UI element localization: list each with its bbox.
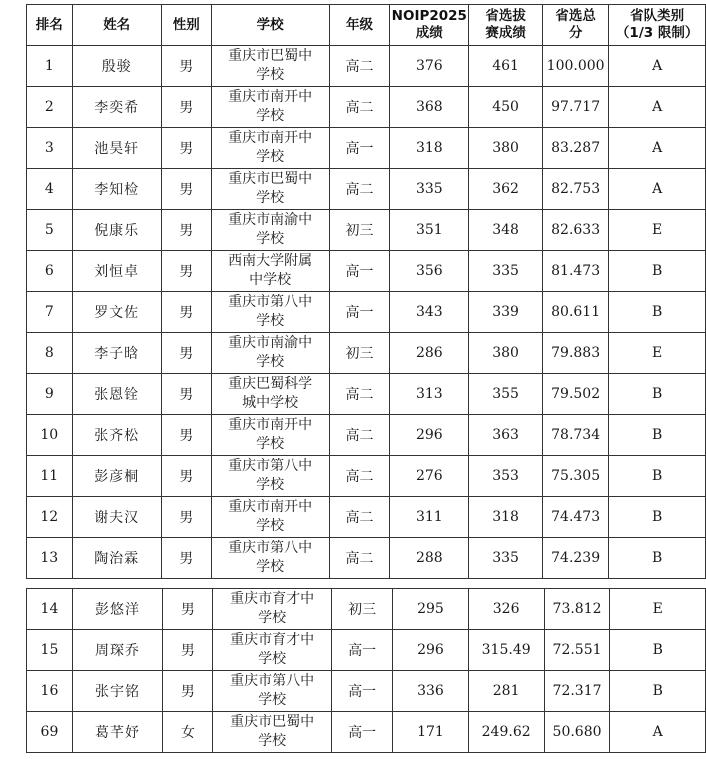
provincial-total-cell: 79.502 xyxy=(542,374,608,415)
rank-cell: 9 xyxy=(27,374,73,415)
noip-score-cell: 318 xyxy=(390,128,469,169)
grade-cell: 高一 xyxy=(331,671,392,712)
header-provincial-selection-score: 省选拔 赛成绩 xyxy=(469,5,543,46)
grade-cell: 初三 xyxy=(331,589,392,630)
rank-cell: 2 xyxy=(27,87,73,128)
noip-score-cell: 335 xyxy=(390,169,469,210)
school-line: 学校 xyxy=(256,436,285,452)
school-line: 重庆市育才中 xyxy=(230,632,315,648)
table-row xyxy=(27,589,706,630)
noip-score-cell: 356 xyxy=(390,251,469,292)
school-line: 重庆市南开中 xyxy=(228,499,313,515)
name-cell: 张宇铭 xyxy=(72,671,162,712)
school-line: 学校 xyxy=(256,149,285,165)
provincial-score-cell: 353 xyxy=(469,456,543,497)
provincial-total-cell: 74.239 xyxy=(542,538,608,579)
gender-cell: 男 xyxy=(161,210,211,251)
school-line: 重庆市南开中 xyxy=(228,417,313,433)
provincial-score-cell: 450 xyxy=(469,87,543,128)
category-cell: B xyxy=(609,374,706,415)
noip-score-cell: 276 xyxy=(390,456,469,497)
school-cell xyxy=(211,251,329,292)
grade-cell: 高一 xyxy=(331,630,392,671)
gender-cell: 男 xyxy=(163,671,213,712)
school-cell xyxy=(213,712,331,753)
name-cell: 罗文佐 xyxy=(72,292,161,333)
grade-cell: 高二 xyxy=(329,374,390,415)
provincial-score-cell: 335 xyxy=(469,538,543,579)
category-cell: B xyxy=(610,671,706,712)
school-cell xyxy=(211,46,329,87)
school-line: 重庆市巴蜀中 xyxy=(230,714,315,730)
category-cell: B xyxy=(609,497,706,538)
school-cell xyxy=(211,128,329,169)
provincial-total-cell: 75.305 xyxy=(542,456,608,497)
rank-cell: 1 xyxy=(27,46,73,87)
name-cell: 殷骏 xyxy=(72,46,161,87)
noip-score-cell: 311 xyxy=(390,497,469,538)
provincial-score-cell: 281 xyxy=(468,671,544,712)
school-cell xyxy=(211,292,329,333)
gender-cell: 男 xyxy=(161,128,211,169)
name-cell: 周琛乔 xyxy=(72,630,162,671)
rank-cell: 16 xyxy=(27,671,73,712)
school-line: 学校 xyxy=(256,313,285,329)
school-cell xyxy=(213,671,331,712)
noip-score-cell: 288 xyxy=(390,538,469,579)
grade-cell: 初三 xyxy=(329,210,390,251)
category-cell: E xyxy=(610,589,706,630)
grade-cell: 初三 xyxy=(329,333,390,374)
table-row xyxy=(27,169,706,210)
name-cell: 谢夫汉 xyxy=(72,497,161,538)
gender-cell: 男 xyxy=(161,497,211,538)
grade-cell: 高一 xyxy=(329,251,390,292)
provincial-total-cell: 50.680 xyxy=(544,712,610,753)
provincial-score-cell: 335 xyxy=(469,251,543,292)
school-line: 学校 xyxy=(256,477,285,493)
gender-cell: 男 xyxy=(161,169,211,210)
header-name: 姓名 xyxy=(72,5,161,46)
gender-cell: 女 xyxy=(163,712,213,753)
name-cell: 陶治霖 xyxy=(72,538,161,579)
noip-score-cell: 296 xyxy=(393,630,468,671)
name-cell: 刘恒卓 xyxy=(72,251,161,292)
grade-cell: 高二 xyxy=(329,456,390,497)
category-cell: E xyxy=(609,210,706,251)
table-row xyxy=(27,128,706,169)
rank-cell: 10 xyxy=(27,415,73,456)
provincial-score-cell: 339 xyxy=(469,292,543,333)
provincial-total-cell: 74.473 xyxy=(542,497,608,538)
noip-score-cell: 368 xyxy=(390,87,469,128)
grade-cell: 高一 xyxy=(329,292,390,333)
name-cell: 池昊轩 xyxy=(72,128,161,169)
name-cell: 李知检 xyxy=(72,169,161,210)
table-row xyxy=(27,374,706,415)
noip-score-cell: 376 xyxy=(390,46,469,87)
provincial-score-cell: 326 xyxy=(468,589,544,630)
school-line: 学校 xyxy=(258,733,287,749)
category-cell: B xyxy=(609,251,706,292)
provincial-score-cell: 362 xyxy=(469,169,543,210)
provincial-total-cell: 79.883 xyxy=(542,333,608,374)
table-body-continued xyxy=(27,589,706,753)
provincial-score-cell: 461 xyxy=(469,46,543,87)
name-cell: 葛芊妤 xyxy=(72,712,162,753)
school-cell xyxy=(211,374,329,415)
provincial-score-cell: 380 xyxy=(469,128,543,169)
rank-cell: 8 xyxy=(27,333,73,374)
gender-cell: 男 xyxy=(161,538,211,579)
table-header-row xyxy=(27,5,706,46)
school-line: 重庆市第八中 xyxy=(228,294,313,310)
rank-cell: 6 xyxy=(27,251,73,292)
school-cell xyxy=(213,630,331,671)
table-row xyxy=(27,87,706,128)
school-line: 重庆市巴蜀中 xyxy=(228,48,313,64)
noip-score-cell: 336 xyxy=(393,671,468,712)
school-line: 学校 xyxy=(258,651,287,667)
grade-cell: 高二 xyxy=(329,415,390,456)
rank-cell: 12 xyxy=(27,497,73,538)
provincial-total-cell: 80.611 xyxy=(542,292,608,333)
rank-cell: 5 xyxy=(27,210,73,251)
school-line: 中学校 xyxy=(249,272,292,288)
school-line: 重庆市南开中 xyxy=(228,130,313,146)
school-cell xyxy=(211,169,329,210)
category-cell: A xyxy=(609,46,706,87)
grade-cell: 高二 xyxy=(329,46,390,87)
noip-score-cell: 295 xyxy=(393,589,468,630)
gender-cell: 男 xyxy=(161,374,211,415)
rank-cell: 7 xyxy=(27,292,73,333)
category-cell: B xyxy=(609,415,706,456)
provincial-score-cell: 380 xyxy=(469,333,543,374)
rank-cell: 11 xyxy=(27,456,73,497)
provincial-score-cell: 249.62 xyxy=(468,712,544,753)
gender-cell: 男 xyxy=(161,333,211,374)
provincial-score-cell: 363 xyxy=(469,415,543,456)
rank-cell: 69 xyxy=(27,712,73,753)
gender-cell: 男 xyxy=(161,415,211,456)
provincial-score-cell: 315.49 xyxy=(468,630,544,671)
gender-cell: 男 xyxy=(161,292,211,333)
grade-cell: 高二 xyxy=(329,87,390,128)
name-cell: 张齐松 xyxy=(72,415,161,456)
header-school: 学校 xyxy=(211,5,329,46)
rank-cell: 14 xyxy=(27,589,73,630)
name-cell: 彭悠洋 xyxy=(72,589,162,630)
noip-score-cell: 171 xyxy=(393,712,468,753)
table-row xyxy=(27,497,706,538)
gender-cell: 男 xyxy=(161,46,211,87)
header-grade: 年级 xyxy=(329,5,390,46)
grade-cell: 高一 xyxy=(331,712,392,753)
school-cell xyxy=(211,456,329,497)
table-row xyxy=(27,333,706,374)
gender-cell: 男 xyxy=(161,87,211,128)
grade-cell: 高二 xyxy=(329,497,390,538)
provincial-total-cell: 82.753 xyxy=(542,169,608,210)
table-row xyxy=(27,251,706,292)
school-cell xyxy=(211,87,329,128)
school-line: 重庆巴蜀科学 xyxy=(228,376,313,392)
name-cell: 李子晗 xyxy=(72,333,161,374)
school-line: 重庆市第八中 xyxy=(228,540,313,556)
provincial-score-cell: 355 xyxy=(469,374,543,415)
grade-cell: 高二 xyxy=(329,169,390,210)
noip-score-cell: 296 xyxy=(390,415,469,456)
noip-score-cell: 313 xyxy=(390,374,469,415)
table-body xyxy=(27,46,706,579)
rank-cell: 3 xyxy=(27,128,73,169)
results-table xyxy=(26,4,706,579)
header-provincial-total: 省选总 分 xyxy=(542,5,608,46)
school-cell xyxy=(211,538,329,579)
provincial-total-cell: 97.717 xyxy=(542,87,608,128)
school-cell xyxy=(211,333,329,374)
rank-cell: 4 xyxy=(27,169,73,210)
noip-score-cell: 351 xyxy=(390,210,469,251)
header-gender: 性别 xyxy=(161,5,211,46)
school-line: 学校 xyxy=(256,67,285,83)
category-cell: A xyxy=(609,169,706,210)
category-cell: A xyxy=(609,87,706,128)
school-line: 重庆市第八中 xyxy=(228,458,313,474)
category-cell: B xyxy=(610,630,706,671)
category-cell: B xyxy=(609,538,706,579)
school-line: 学校 xyxy=(256,559,285,575)
school-cell xyxy=(211,210,329,251)
school-line: 西南大学附属 xyxy=(228,253,313,269)
school-cell xyxy=(211,415,329,456)
category-cell: A xyxy=(610,712,706,753)
provincial-total-cell: 78.734 xyxy=(542,415,608,456)
category-cell: B xyxy=(609,456,706,497)
school-line: 学校 xyxy=(256,231,285,247)
grade-cell: 高一 xyxy=(329,128,390,169)
school-cell xyxy=(213,589,331,630)
name-cell: 张恩铨 xyxy=(72,374,161,415)
provincial-total-cell: 72.317 xyxy=(544,671,610,712)
school-line: 重庆市南渝中 xyxy=(228,212,313,228)
school-line: 学校 xyxy=(258,692,287,708)
school-cell xyxy=(211,497,329,538)
school-line: 重庆市南渝中 xyxy=(228,335,313,351)
name-cell: 李奕希 xyxy=(72,87,161,128)
school-line: 重庆市巴蜀中 xyxy=(228,171,313,187)
rank-cell: 15 xyxy=(27,630,73,671)
table-row xyxy=(27,538,706,579)
header-noip-score: NOIP2025 成绩 xyxy=(390,5,469,46)
table-row xyxy=(27,456,706,497)
category-cell: B xyxy=(609,292,706,333)
school-line: 重庆市第八中 xyxy=(230,673,315,689)
table-row xyxy=(27,415,706,456)
rank-cell: 13 xyxy=(27,538,73,579)
table-row xyxy=(27,210,706,251)
name-cell: 彭彦桐 xyxy=(72,456,161,497)
school-line: 学校 xyxy=(258,610,287,626)
provincial-score-cell: 318 xyxy=(469,497,543,538)
gender-cell: 男 xyxy=(161,251,211,292)
school-line: 学校 xyxy=(256,518,285,534)
grade-cell: 高二 xyxy=(329,538,390,579)
results-table-continued xyxy=(26,588,706,753)
provincial-total-cell: 81.473 xyxy=(542,251,608,292)
header-rank: 排名 xyxy=(27,5,73,46)
provincial-total-cell: 83.287 xyxy=(542,128,608,169)
table-row xyxy=(27,712,706,753)
noip-score-cell: 343 xyxy=(390,292,469,333)
category-cell: A xyxy=(609,128,706,169)
school-line: 城中学校 xyxy=(242,395,299,411)
school-line: 学校 xyxy=(256,190,285,206)
table-row xyxy=(27,630,706,671)
provincial-total-cell: 82.633 xyxy=(542,210,608,251)
noip-score-cell: 286 xyxy=(390,333,469,374)
gender-cell: 男 xyxy=(163,630,213,671)
name-cell: 倪康乐 xyxy=(72,210,161,251)
school-line: 重庆市南开中 xyxy=(228,89,313,105)
table-row xyxy=(27,292,706,333)
table-row xyxy=(27,46,706,87)
school-line: 学校 xyxy=(256,108,285,124)
table-row xyxy=(27,671,706,712)
provincial-score-cell: 348 xyxy=(469,210,543,251)
gender-cell: 男 xyxy=(163,589,213,630)
school-line: 重庆市育才中 xyxy=(230,591,315,607)
provincial-total-cell: 72.551 xyxy=(544,630,610,671)
provincial-total-cell: 100.000 xyxy=(542,46,608,87)
school-line: 学校 xyxy=(256,354,285,370)
provincial-total-cell: 73.812 xyxy=(544,589,610,630)
gender-cell: 男 xyxy=(161,456,211,497)
category-cell: E xyxy=(609,333,706,374)
header-team-category: 省队类别 （1/3 限制） xyxy=(609,5,706,46)
